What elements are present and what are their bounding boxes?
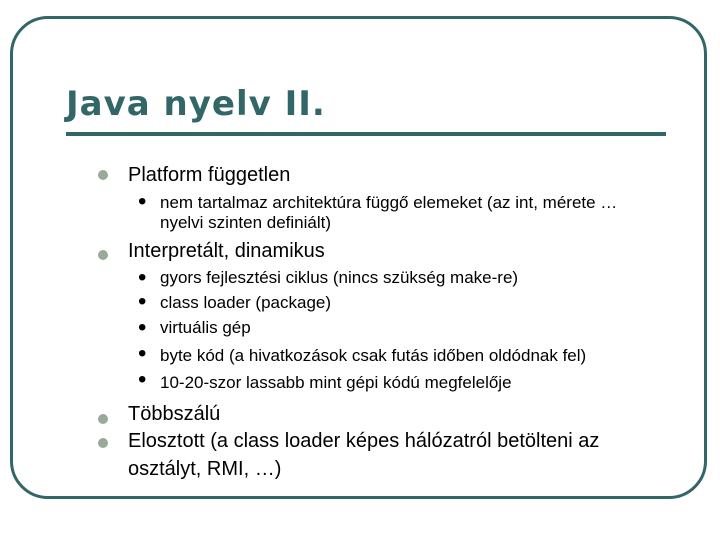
sub-bullet-icon: • [138,366,147,393]
sub-bullet-1-1-line1: nem tartalmaz architektúra függő elemeket (az int, mérete … [160,193,618,212]
bullet-3-text: Többszálú [128,403,221,425]
bullet-4-dot-icon [98,438,108,448]
sub-bullet-icon: • [138,288,147,315]
sub-bullet-1-1-line2: nyelvi szinten definiált) [160,213,332,232]
bullet-4-text-line2: osztályt, RMI, …) [128,458,282,480]
sub-bullet-icon: • [138,314,147,341]
bullet-2-text: Interpretált, dinamikus [128,240,325,262]
bullet-3-dot-icon [98,414,108,424]
sub-bullet-icon: • [138,340,147,367]
bullet-4-text-line1: Elosztott (a class loader képes hálózatról betölteni az [128,430,600,452]
title-underline [66,132,666,136]
bullet-1-dot-icon [98,170,108,180]
bullet-2-dot-icon [98,250,108,260]
sub-bullet-2-2: class loader (package) [160,293,332,312]
sub-bullet-icon: • [138,188,147,215]
bullet-1-text: Platform független [128,164,291,186]
sub-bullet-2-3: virtuális gép [160,318,251,337]
sub-bullet-2-4: byte kód (a hivatkozások csak futás időben oldódnak fel) [160,346,587,365]
sub-bullet-2-5: 10-20-szor lassabb mint gépi kódú megfelelője [160,373,512,392]
sub-bullet-icon: • [138,264,147,291]
sub-bullet-2-1: gyors fejlesztési ciklus (nincs szükség make-re) [160,268,519,287]
slide-title: Java nyelv II. [66,84,326,124]
